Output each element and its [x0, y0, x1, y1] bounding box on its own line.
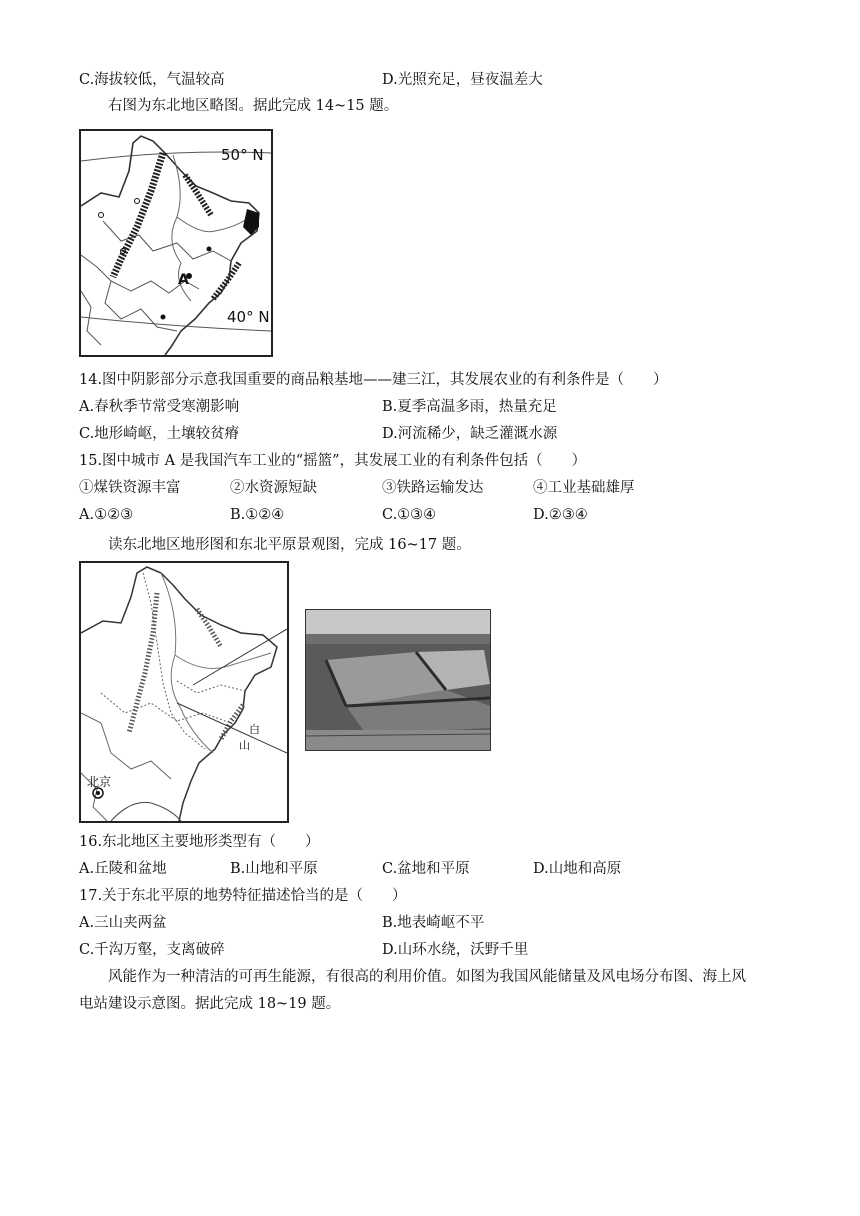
q17-option-a: A.三山夹两盆: [79, 915, 167, 931]
q17-option-b: B.地表崎岖不平: [382, 915, 485, 931]
intro-18-19-line2: 电站建设示意图。据此完成 18~19 题。: [79, 996, 341, 1012]
beijing-label: 北京: [87, 775, 112, 789]
q15-condition-4: ④工业基础雄厚: [533, 480, 635, 496]
changbai-label-2: 山: [239, 739, 250, 752]
q17-stem: 17.关于东北平原的地势特征描述恰当的是（ ）: [79, 888, 407, 904]
intro-18-19-line1: 风能作为一种清洁的可再生能源，有很高的利用价值。如图为我国风能储量及风电场分布图、海上风: [108, 969, 746, 985]
northeast-terrain-map-drawing: [81, 563, 287, 821]
northeast-terrain-map: [79, 561, 289, 823]
q15-option-d: D.②③④: [533, 507, 588, 523]
changbai-label-1: 白: [249, 723, 260, 736]
q16-option-a: A.丘陵和盆地: [79, 861, 167, 877]
q16-stem: 16.东北地区主要地形类型有（ ）: [79, 834, 320, 850]
prev-option-d: D.光照充足，昼夜温差大: [382, 72, 543, 88]
q15-stem: 15.图中城市 A 是我国汽车工业的“摇篮”，其发展工业的有利条件包括（ ）: [79, 453, 587, 469]
q14-option-b: B.夏季高温多雨，热量充足: [382, 399, 557, 415]
q16-option-b: B.山地和平原: [230, 861, 318, 877]
northeast-plain-photo: [305, 609, 491, 751]
latitude-label-40n: 40° N: [227, 308, 270, 326]
q15-condition-1: ①煤铁资源丰富: [79, 480, 181, 496]
q15-condition-2: ②水资源短缺: [230, 480, 317, 496]
q15-option-a: A.①②③: [79, 507, 134, 523]
northeast-plain-photo-drawing: [306, 610, 490, 750]
q14-stem: 14.图中阴影部分示意我国重要的商品粮基地——建三江，其发展农业的有利条件是（ ）: [79, 372, 668, 388]
q14-option-a: A.春秋季节常受寒潮影响: [79, 399, 240, 415]
q14-option-c: C.地形崎岖，土壤较贫瘠: [79, 426, 240, 442]
q16-option-d: D.山地和高原: [533, 861, 622, 877]
intro-16-17: 读东北地区地形图和东北平原景观图，完成 16~17 题。: [108, 537, 471, 553]
q15-option-b: B.①②④: [230, 507, 285, 523]
city-a-label: A: [178, 272, 189, 288]
q16-option-c: C.盆地和平原: [382, 861, 470, 877]
q15-condition-3: ③铁路运输发达: [382, 480, 484, 496]
q14-option-d: D.河流稀少，缺乏灌溉水源: [382, 426, 558, 442]
northeast-sketch-map: [79, 129, 273, 357]
intro-14-15: 右图为东北地区略图。据此完成 14~15 题。: [108, 98, 399, 114]
latitude-label-50n: 50° N: [221, 146, 264, 164]
prev-option-c: C.海拔较低，气温较高: [79, 72, 225, 88]
q17-option-c: C.千沟万壑，支离破碎: [79, 942, 225, 958]
q17-option-d: D.山环水绕，沃野千里: [382, 942, 529, 958]
q15-option-c: C.①③④: [382, 507, 437, 523]
